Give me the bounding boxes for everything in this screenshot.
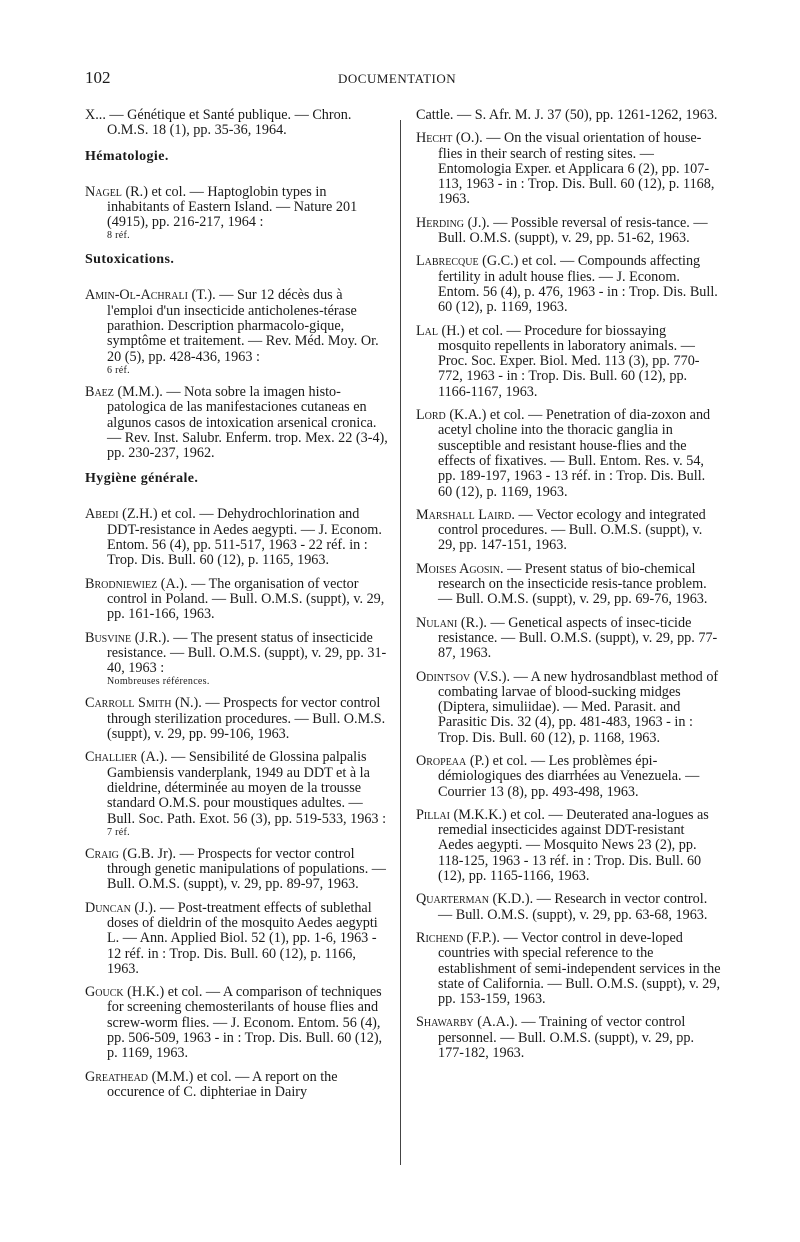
entry-author: Odintsov xyxy=(416,668,471,685)
entry-author: Richend xyxy=(416,929,464,946)
entry-note: 8 réf. xyxy=(107,230,130,242)
entry-text: (G.B. Jr). — Prospects for vector control through genetic manipulations of populations. — Bull. O.M.S. (suppt), v. 29, pp. 89-97, 1963. xyxy=(107,845,386,893)
entry-author: Herding xyxy=(416,214,465,231)
bibliography-entry xyxy=(85,847,390,893)
entry-text: (R.). — Genetical aspects of insec-ticide resistance. — Bull. O.M.S. (suppt), v. 29, pp. 77-87, 1963. xyxy=(438,614,718,662)
entry-text: (R.) et col. — Haptoglobin types in inhabitants of Eastern Island. — Nature 201 (4915), pp. 216-217, 1964 : xyxy=(107,183,358,231)
entry-text: (J.R.). — The present status of insecticide resistance. — Bull. O.M.S. (suppt), v. 29, pp. 31-40, 1963 : xyxy=(107,629,387,677)
bibliography-entry xyxy=(85,385,390,461)
bibliography-entry xyxy=(85,185,390,243)
entry-text: (A.A.). — Training of vector control personnel. — Bull. O.M.S. (suppt), v. 29, pp. 177-182, 1963. xyxy=(438,1014,695,1062)
entry-author: Abedi xyxy=(85,506,119,523)
entry-text: (Z.H.) et col. — Dehydrochlorination and DDT-resistance in Aedes aegypti. — J. Econom. Entom. 56 (4), pp. 511-517, 1963 - 22 réf. in : Trop. Dis. Bull. 60 (12), p. 1165, 1963. xyxy=(107,506,382,569)
entry-text: (N.). — Prospects for vector control through sterilization procedures. — Bull. O.M.S. (suppt), v. 29, pp. 99-106, 1963. xyxy=(107,695,386,743)
left-column xyxy=(85,108,390,1108)
entry-author: Pillai xyxy=(416,806,450,823)
bibliography-entry xyxy=(85,108,390,139)
bibliography-entry xyxy=(416,216,721,247)
bibliography-entry xyxy=(416,808,721,884)
entry-author: Nagel xyxy=(85,183,122,200)
entry-text: . — Vector ecology and integrated control procedures. — Bull. O.M.S. (suppt), v. 29, pp. 147-151, 1963. xyxy=(438,506,706,554)
entry-text: (J.). — Post-treatment effects of sublethal doses of dieldrin of the mosquito Aedes aegypti L. — Ann. Applied Biol. 52 (1), pp. 1-6, 1963 - 12 réf. in : Trop. Dis. Bull. 60 (12), p. 1166, 1963. xyxy=(107,899,378,977)
entry-text: (K.A.) et col. — Penetration of dia-zoxon and acetyl choline into the thoracic ganglia in susceptible and resistant house-flies and the effects of fixatives. — Bull. Entom. Res. v. 54, pp. 189-197, 1963 - 13 réf. in : Trop. Dis. Bull. 60 (12), p. 1169, 1963. xyxy=(438,407,711,500)
bibliography-entry xyxy=(85,1070,390,1101)
entry-text: (G.C.) et col. — Compounds affecting fertility in adult house flies. — J. Econom. Entom. 56 (4), p. 476, 1963 - in : Trop. Dis. Bull. 60 (12), p. 1169, 1963. xyxy=(438,253,718,316)
entry-note: Nombreuses références. xyxy=(107,676,210,688)
entry-author: Labrecque xyxy=(416,253,479,270)
entry-text: (A.). — Sensibilité de Glossina palpalis Gambiensis vanderplank, 1949 au DDT et à la dieldrine, déterminée au moyen de la trousse standard O.M.S. pour moustiques adultes. — Bull. Soc. Path. Exot. 56 (3), pp. 519-533, 1963 : xyxy=(107,749,387,827)
bibliography-entry xyxy=(416,892,721,923)
bibliography-entry xyxy=(85,288,390,376)
bibliography-entry xyxy=(416,754,721,800)
bibliography-entry xyxy=(416,324,721,400)
bibliography-entry xyxy=(85,631,390,689)
entry-note: 7 réf. xyxy=(107,826,130,838)
bibliography-entry xyxy=(416,616,721,662)
entry-text: (O.). — On the visual orientation of house-flies in their search of resting sites. — Entomologia Exper. et Applicara 6 (2), pp. 107-113, 1963 - in : Trop. Dis. Bull. 60 (12), p. 1168, 1963. xyxy=(438,130,715,208)
entry-author: Challier xyxy=(85,749,138,766)
entry-text: (M.K.K.) et col. — Deuterated ana-logues as remedial insecticides against DDT-resistant Aedes aegypti. — Mosquito News 23 (2), pp. 118-125, 1963 - 13 réf. in : Trop. Dis. Bull. 60 (12), pp. 1165-1166, 1963. xyxy=(438,806,709,885)
bibliography-entry xyxy=(85,985,390,1061)
section-heading: Sutoxications. xyxy=(85,252,175,268)
bibliography-entry xyxy=(416,108,721,123)
entry-text: (F.P.). — Vector control in deve-loped countries with special reference to the establishment of semi-independent services in the state of California. — Bull. O.M.S. (suppt), v. 29, pp. 153-159, 1963. xyxy=(438,929,721,1008)
entry-text: (M.M.). — Nota sobre la imagen histo-patologica de las manifestaciones cutaneas en algunos casos de intoxication arsenical cronica. — Rev. Inst. Salubr. Enferm. trop. Mex. 22 (3-4), pp. 230-237, 1962. xyxy=(107,383,388,462)
entry-author: Shawarby xyxy=(416,1014,474,1031)
entry-text: (H.K.) et col. — A comparison of techniques for screening chemosterilants of house flies and screw-worm flies. — J. Econom. Entom. 56 (4), pp. 506-509, 1963 - in : Trop. Dis. Bull. 60 (12), p. 1169, 1963. xyxy=(107,984,383,1062)
entry-author: Baez xyxy=(85,383,114,400)
entry-text: (K.D.). — Research in vector control. — Bull. O.M.S. (suppt), v. 29, pp. 63-68, 1963. xyxy=(438,891,708,923)
entry-note: 6 réf. xyxy=(107,364,130,376)
bibliography-entry xyxy=(416,1015,721,1061)
entry-author: Lord xyxy=(416,407,446,424)
entry-text: (T.). — Sur 12 décès dus à l'emploi d'un insecticide anticholenes-térase parathion. Description pharmacolo-gique, symptôme et traitement. — Rev. Méd. Moy. Or. 20 (5), pp. 428-436, 1963 : xyxy=(107,287,379,365)
bibliography-entry xyxy=(85,901,390,977)
entry-author: Quarterman xyxy=(416,891,489,908)
entry-author: Brodniewiez xyxy=(85,575,158,592)
section-heading: Hématologie. xyxy=(85,148,169,164)
bibliography-entry xyxy=(416,670,721,746)
entry-text: Cattle. — S. Afr. M. J. 37 (50), pp. 1261-1262, 1963. xyxy=(416,107,718,123)
bibliography-entry xyxy=(85,696,390,742)
entry-author: Carroll Smith xyxy=(85,695,172,712)
entry-text: (M.M.) et col. — A report on the occurence of C. diphteriae in Dairy xyxy=(107,1068,338,1100)
entry-text: (J.). — Possible reversal of resis-tance. — Bull. O.M.S. (suppt), v. 29, pp. 51-62, 1963. xyxy=(438,214,708,247)
entry-author: Duncan xyxy=(85,899,131,916)
entry-author: Gouck xyxy=(85,984,124,1001)
entry-author: Craig xyxy=(85,845,119,862)
bibliography-entry xyxy=(416,508,721,554)
bibliography-entry xyxy=(85,507,390,568)
entry-author: Lal xyxy=(416,322,438,339)
entry-text: (A.). — The organisation of vector control in Poland. — Bull. O.M.S. (suppt), v. 29, pp. 161-166, 1963. xyxy=(107,575,385,623)
entry-author: Busvine xyxy=(85,629,132,646)
entry-text: X... — Génétique et Santé publique. — Chron. O.M.S. 18 (1), pp. 35-36, 1964. xyxy=(85,107,352,139)
entry-text: (V.S.). — A new hydrosandblast method of combating larvae of blood-sucking midges (Diptera, simuliidae). — Med. Parasit. and Parasitic Dis. 32 (4), pp. 481-483, 1963 - in : Trop. Dis. Bull. 60 (12), p. 1168, 1963. xyxy=(438,668,719,746)
entry-author: Hecht xyxy=(416,130,453,147)
right-column xyxy=(416,108,721,1069)
bibliography-entry xyxy=(416,408,721,500)
entry-text: (H.) et col. — Procedure for biossaying mosquito repellents in laboratory animals. — Proc. Soc. Exper. Biol. Med. 113 (3), pp. 770-772, 1963 - in : Trop. Dis. Bull. 60 (12), pp. 1166-1167, 1963. xyxy=(438,322,700,400)
bibliography-entry xyxy=(416,254,721,315)
entry-author: Oropeaa xyxy=(416,752,467,769)
running-head: DOCUMENTATION xyxy=(338,71,457,86)
bibliography-entry xyxy=(416,931,721,1007)
entry-author: Greathead xyxy=(85,1068,149,1085)
entry-author: Amin-Ol-Achrali xyxy=(85,287,188,304)
entry-author: Nulani xyxy=(416,614,458,631)
entry-text: . — Present status of bio-chemical research on the insecticide resis-tance problem. — Bull. O.M.S. (suppt), v. 29, pp. 69-76, 1963. xyxy=(438,560,708,608)
bibliography-entry xyxy=(85,750,390,838)
entry-author: Marshall Laird xyxy=(416,506,512,523)
column-divider xyxy=(400,120,401,1165)
bibliography-entry xyxy=(416,562,721,608)
bibliography-entry xyxy=(85,577,390,623)
entry-author: Moises Agosin xyxy=(416,560,500,577)
page-number: 102 xyxy=(85,68,111,87)
entry-text: (P.) et col. — Les problèmes épi-démiologiques des diarrhées au Venezuela. — Courrier 13 (8), pp. 493-498, 1963. xyxy=(438,752,700,800)
section-heading: Hygiène générale. xyxy=(85,471,199,487)
bibliography-entry xyxy=(416,131,721,207)
